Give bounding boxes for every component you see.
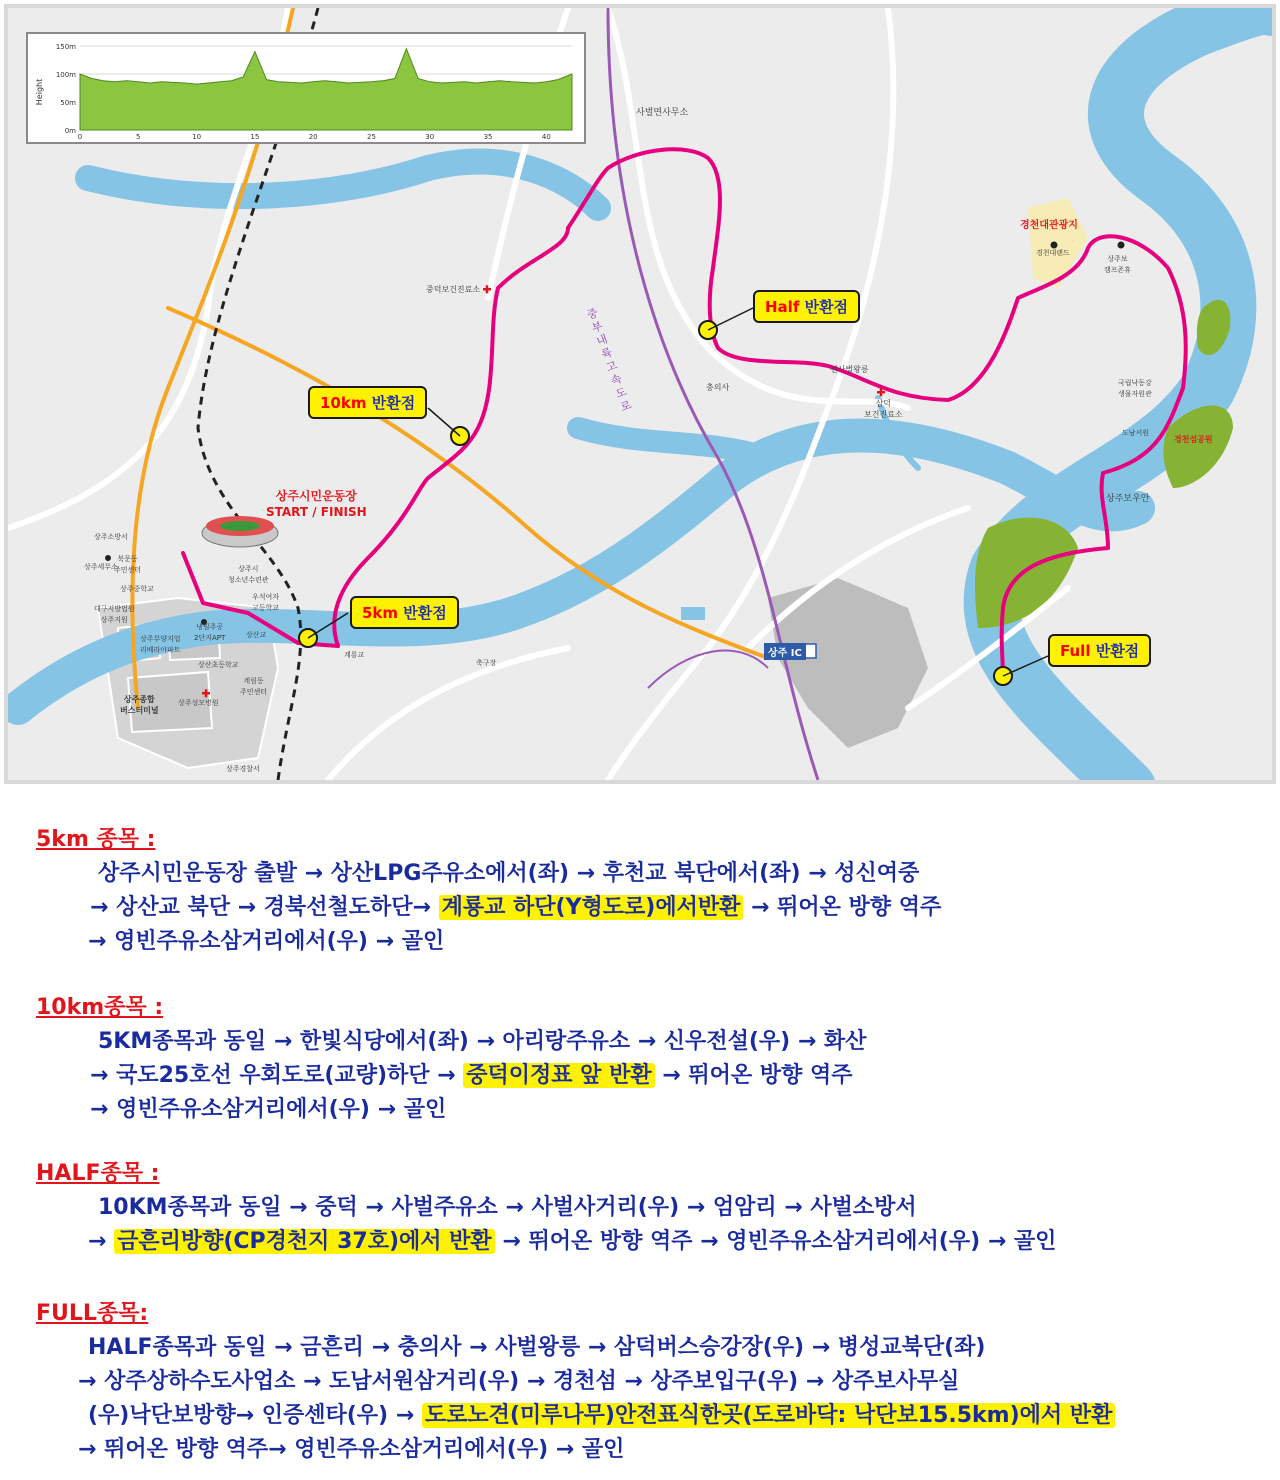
course-text: 상주시민운동장 출발 → 상산LPG주유소에서(좌) → 후천교 북단에서(좌) → 성신여중	[98, 861, 920, 886]
course-title-3: FULL종목:	[36, 1301, 149, 1326]
elevation-y-tick: 100m	[55, 71, 76, 79]
label-naengrim: 냉림주공 2단지APT	[194, 623, 226, 642]
label-sungmo: 상주성모병원	[178, 699, 219, 707]
label-tax-office: 상주세무소	[84, 563, 118, 571]
label-museum: 국립낙동강 생물자원관	[1118, 379, 1152, 398]
label-gyeongcheon-park: 경천대관광지	[1020, 220, 1078, 231]
label-youth-center: 상주시 청소년수련관	[228, 565, 269, 584]
label-gyerim: 계림동 주민센터	[240, 677, 268, 696]
callout-full-en: Full	[1060, 642, 1091, 660]
turnaround-highlight: 계룡교 하단(Y형도로)에서반환	[439, 895, 744, 920]
elevation-chart	[26, 32, 586, 144]
course-line	[90, 890, 941, 921]
callout-5km	[350, 596, 459, 629]
callout-5km-kr: 반환점	[403, 604, 447, 622]
label-middle-school: 상주중학교	[120, 585, 154, 593]
course-text: → 상주상하수도사업소 → 도남서원삼거리(우) → 경천섬 → 상주보입구(우) → 상주보사무실	[78, 1369, 960, 1394]
label-jeonsa-tomb: 전사벌왕릉	[830, 365, 869, 374]
course-line	[88, 1330, 985, 1361]
label-jungdeok-clinic: 중덕보건진료소	[426, 285, 481, 294]
course-descriptions	[0, 800, 1280, 1480]
elevation-x-tick: 0	[77, 133, 83, 141]
label-bukmun: 북문동 주민센터	[114, 555, 142, 574]
label-football: 축구장	[476, 659, 497, 667]
course-text: 10KM종목과 동일 → 중덕 → 사벌주유소 → 사벌사거리(우) → 엄암리 → 사벌소방서	[98, 1195, 917, 1220]
course-title-2: HALF종목 :	[36, 1161, 160, 1186]
label-gyeongcheondae: 경천대랜드	[1036, 249, 1070, 257]
elevation-x-tick: 10	[192, 133, 202, 141]
venue-name: 상주시민운동장	[275, 489, 357, 503]
label-samdeok-clinic: 삼덕 보건진료소	[864, 399, 903, 419]
course-line	[90, 1092, 446, 1123]
course-line	[90, 1058, 852, 1089]
elevation-x-tick: 30	[425, 133, 435, 141]
elevation-x-tick: 35	[483, 133, 493, 141]
callout-half-en: Half	[765, 298, 800, 316]
elevation-x-tick: 15	[250, 133, 260, 141]
label-police: 상주경찰서	[226, 765, 260, 773]
label-gyeryong: 계룡교	[344, 651, 365, 659]
callout-5km-en: 5km	[362, 604, 399, 622]
label-gyeongcheonseom: 경천섬공원	[1174, 435, 1213, 444]
venue-sub: START / FINISH	[266, 505, 367, 519]
expressway-ramp	[648, 651, 768, 688]
elevation-x-tick: 40	[541, 133, 551, 141]
course-text: → 영빈주유소삼거리에서(우) → 골인	[88, 929, 445, 954]
course-line	[88, 1398, 1115, 1429]
course-line	[98, 1190, 917, 1221]
callout-full-kr: 반환점	[1095, 642, 1140, 660]
label-fire-station: 상주소방서	[94, 533, 128, 541]
elevation-y-tick: 150m	[55, 43, 76, 51]
lake	[681, 607, 705, 620]
elevation-y-tick: 50m	[60, 99, 76, 107]
label-sangsan-bridge: 상산교	[246, 631, 267, 639]
callout-half-kr: 반환점	[804, 298, 849, 316]
turnaround-highlight: 도로노견(미루나무)안전표식한곳(도로바닥: 낙단보15.5km)에서 반환	[422, 1403, 1115, 1428]
elevation-plot	[28, 34, 584, 142]
course-text: → 영빈주유소삼거리에서(우) → 골인	[90, 1097, 447, 1122]
elevation-y-label: Height	[35, 78, 44, 106]
course-text: → 국도25호선 우회도로(교량)하단 →	[90, 1063, 464, 1088]
course-line	[98, 1024, 866, 1055]
label-sabeol-office: 사벌면사무소	[636, 108, 689, 118]
course-line	[78, 1364, 959, 1395]
elevation-area	[80, 49, 572, 130]
course-title-1: 10km종목 :	[36, 995, 164, 1020]
label-sangjubo-safety: 상주보우안	[1106, 494, 1150, 504]
label-sangjubo-camp: 상주보 캠프존휴	[1104, 255, 1132, 274]
elevation-x-tick: 20	[308, 133, 318, 141]
course-line	[88, 1224, 1056, 1255]
callout-full	[1048, 634, 1151, 667]
course-map	[4, 4, 1276, 784]
callout-10km-kr: 반환점	[371, 394, 416, 412]
callout-10km-en: 10km	[320, 394, 367, 412]
course-text: → 뛰어온 방향 역주 → 영빈주유소삼거리에서(우) → 골인	[494, 1229, 1057, 1254]
label-chungui: 충의사	[706, 383, 730, 392]
label-mujang: 상주무양지업 리베라아파트	[140, 635, 181, 654]
course-line	[78, 1432, 624, 1463]
elevation-y-tick: 0m	[64, 127, 76, 135]
turnaround-highlight: 금흔리방향(CP경천지 37호)에서 반환	[114, 1229, 495, 1254]
course-text: →	[88, 1229, 115, 1254]
turnaround-highlight: 중덕이정표 앞 반환	[463, 1063, 654, 1088]
venue-label	[266, 488, 367, 520]
course-text: 5KM종목과 동일 → 한빛식당에서(좌) → 아리랑주유소 → 신우전설(우) → 화산	[98, 1029, 867, 1054]
callout-10km	[308, 386, 427, 419]
course-line	[88, 924, 444, 955]
course-text: → 뛰어온 방향 역주	[654, 1063, 853, 1088]
label-sangsan-elem: 상산초등학교	[198, 661, 239, 669]
label-woosuk: 우석여자 고등학교	[252, 593, 280, 612]
elevation-x-tick: 25	[367, 133, 376, 141]
label-donam: 도남서원	[1122, 429, 1150, 437]
course-title-0: 5km 종목 :	[36, 827, 156, 852]
course-text: → 뛰어온 방향 역주	[743, 895, 942, 920]
stadium-icon	[202, 516, 278, 547]
course-line	[98, 856, 919, 887]
label-sangju-ic: 상주 IC	[764, 643, 806, 660]
label-expressway: 중부내륙고속도로	[585, 306, 634, 415]
course-text: (우)낙단보방향→ 인증센타(우) →	[88, 1403, 422, 1428]
label-daegu-court: 대구지방법원 상주지원	[94, 605, 135, 624]
label-bus-terminal: 상주종합 버스터미널	[120, 695, 159, 715]
course-text: HALF종목과 동일 → 금흔리 → 충의사 → 사벌왕릉 → 삼덕버스승강장(우) → 병성교북단(좌)	[88, 1335, 986, 1360]
callout-half	[753, 290, 860, 323]
course-text: → 뛰어온 방향 역주→ 영빈주유소삼거리에서(우) → 골인	[78, 1437, 625, 1462]
elevation-x-tick: 5	[136, 133, 141, 141]
course-text: → 상산교 북단 → 경북선철도하단→	[90, 895, 439, 920]
